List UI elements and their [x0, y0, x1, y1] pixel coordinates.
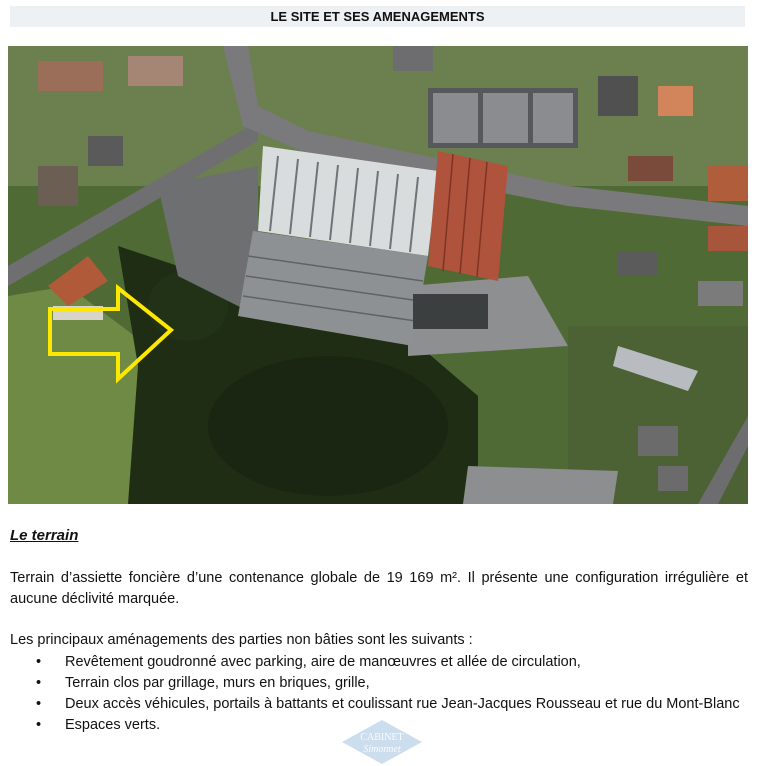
page-title: LE SITE ET SES AMENAGEMENTS — [270, 9, 485, 24]
list-item: • Terrain clos par grillage, murs en briques, grille, — [10, 673, 748, 694]
list-item: • Revêtement goudronné avec parking, aire de manœuvres et allée de circulation, — [10, 652, 748, 673]
section-heading: Le terrain — [10, 527, 79, 544]
cabinet-watermark-logo — [340, 718, 424, 766]
svg-text:Simonnet: Simonnet — [363, 744, 401, 755]
terrain-description: Terrain d’assiette foncière d’une contenance globale de 19 169 m². Il présente une configuration irrégulière et aucune déclivité marquée. — [10, 570, 748, 607]
bullet-icon: • — [36, 675, 42, 691]
svg-text:CABINET: CABINET — [360, 732, 404, 743]
bullet-icon: • — [36, 654, 42, 670]
bullet-icon: • — [36, 696, 42, 712]
aerial-photo-icon — [8, 46, 748, 504]
page-title-bar — [10, 6, 745, 27]
list-item: • Espaces verts. — [10, 715, 748, 736]
amenities-intro: Les principaux aménagements des parties non bâties sont les suivants : — [10, 632, 473, 648]
list-item: • Deux accès véhicules, portails à battants et coulissant rue Jean-Jacques Rousseau et rue du Mont-Blanc — [10, 694, 748, 715]
bullet-icon: • — [36, 717, 42, 733]
